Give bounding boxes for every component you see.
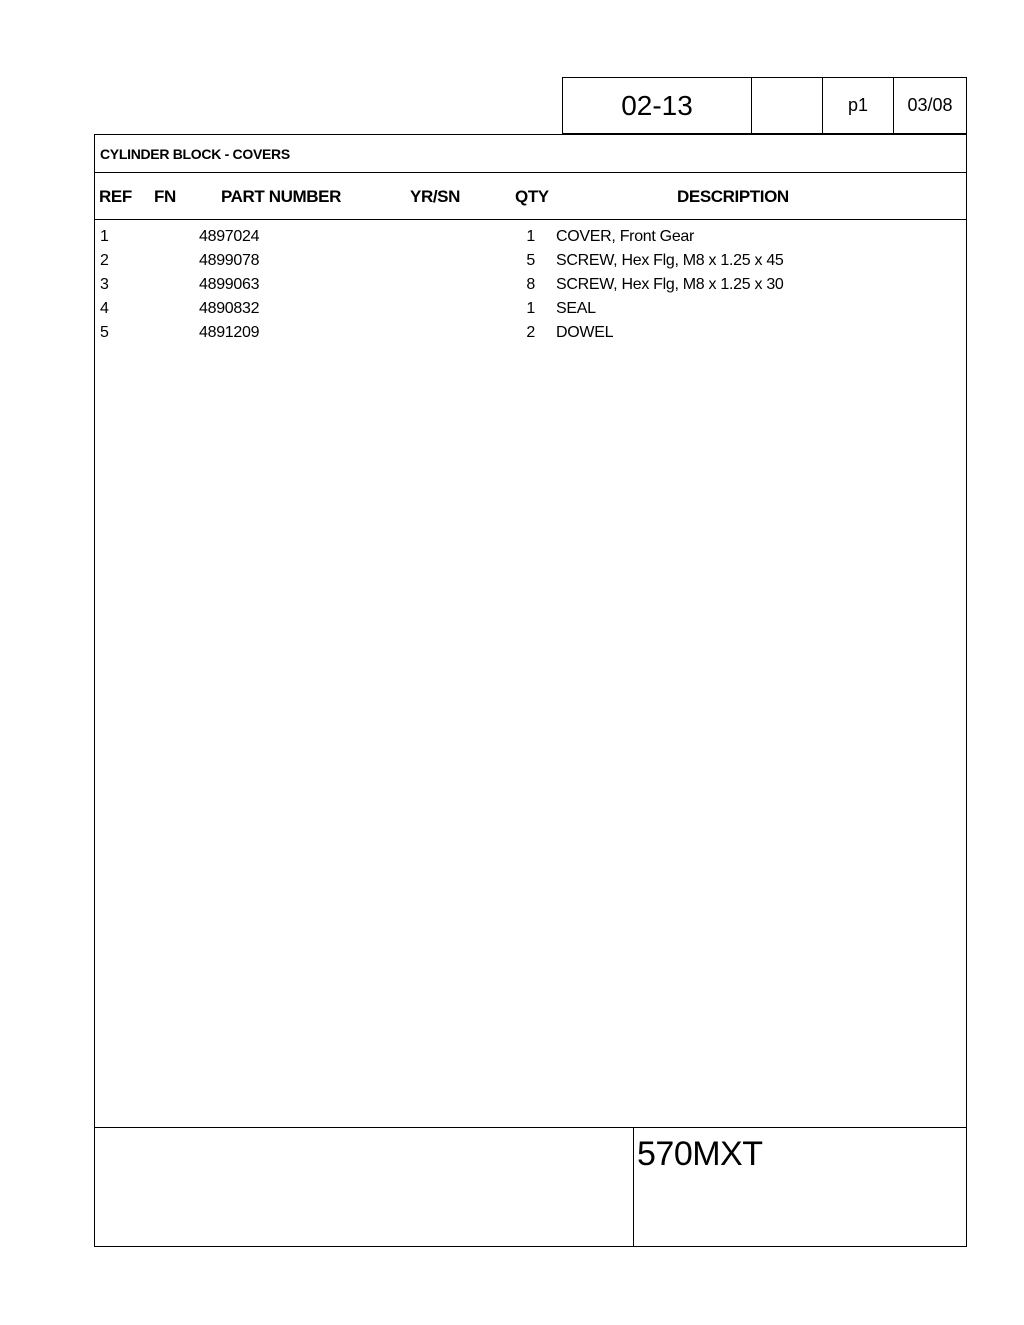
- row-ref: 3: [100, 276, 109, 293]
- parts-list-frame: [94, 134, 967, 1247]
- row-qty: 5: [526, 252, 535, 269]
- row-qty: 2: [526, 324, 535, 341]
- row-ref: 5: [100, 324, 109, 341]
- row-ref: 2: [100, 252, 109, 269]
- column-header-yr-sn: YR/SN: [410, 187, 460, 206]
- row-description: DOWEL: [556, 324, 614, 341]
- page-number-box: [822, 77, 894, 134]
- column-header-fn: FN: [154, 187, 176, 206]
- row-ref: 4: [100, 300, 109, 317]
- row-ref: 1: [100, 228, 109, 245]
- page-number: p1: [847, 95, 869, 115]
- row-part-number: 4891209: [199, 324, 260, 341]
- title-divider: [95, 172, 966, 173]
- row-qty: 1: [526, 300, 535, 317]
- row-description: SCREW, Hex Flg, M8 x 1.25 x 45: [556, 252, 784, 269]
- row-description: COVER, Front Gear: [556, 228, 695, 245]
- date-box: [893, 77, 967, 134]
- table-row: [95, 252, 966, 276]
- row-description: SCREW, Hex Flg, M8 x 1.25 x 30: [556, 276, 784, 293]
- row-part-number: 4899078: [199, 252, 260, 269]
- section-number: 02-13: [621, 89, 693, 121]
- column-header-ref: REF: [99, 187, 132, 206]
- table-row: [95, 324, 966, 348]
- header-divider: [95, 219, 966, 220]
- row-qty: 1: [526, 228, 535, 245]
- footer-column-divider: [633, 1127, 634, 1247]
- row-part-number: 4890832: [199, 300, 260, 317]
- row-description: SEAL: [556, 300, 596, 317]
- blank-header-box: [751, 77, 823, 134]
- revision-date: 03/08: [907, 95, 953, 115]
- column-header-part-number: PART NUMBER: [221, 187, 341, 206]
- column-header-description: DESCRIPTION: [677, 187, 789, 206]
- section-title: CYLINDER BLOCK - COVERS: [100, 146, 290, 162]
- table-row: [95, 228, 966, 252]
- row-part-number: 4897024: [199, 228, 260, 245]
- section-number-box: [562, 77, 752, 134]
- column-header-qty: QTY: [515, 187, 549, 206]
- model-number: 570MXT: [637, 1135, 763, 1173]
- row-part-number: 4899063: [199, 276, 260, 293]
- footer-divider: [95, 1127, 966, 1128]
- table-row: [95, 276, 966, 300]
- row-qty: 8: [526, 276, 535, 293]
- table-row: [95, 300, 966, 324]
